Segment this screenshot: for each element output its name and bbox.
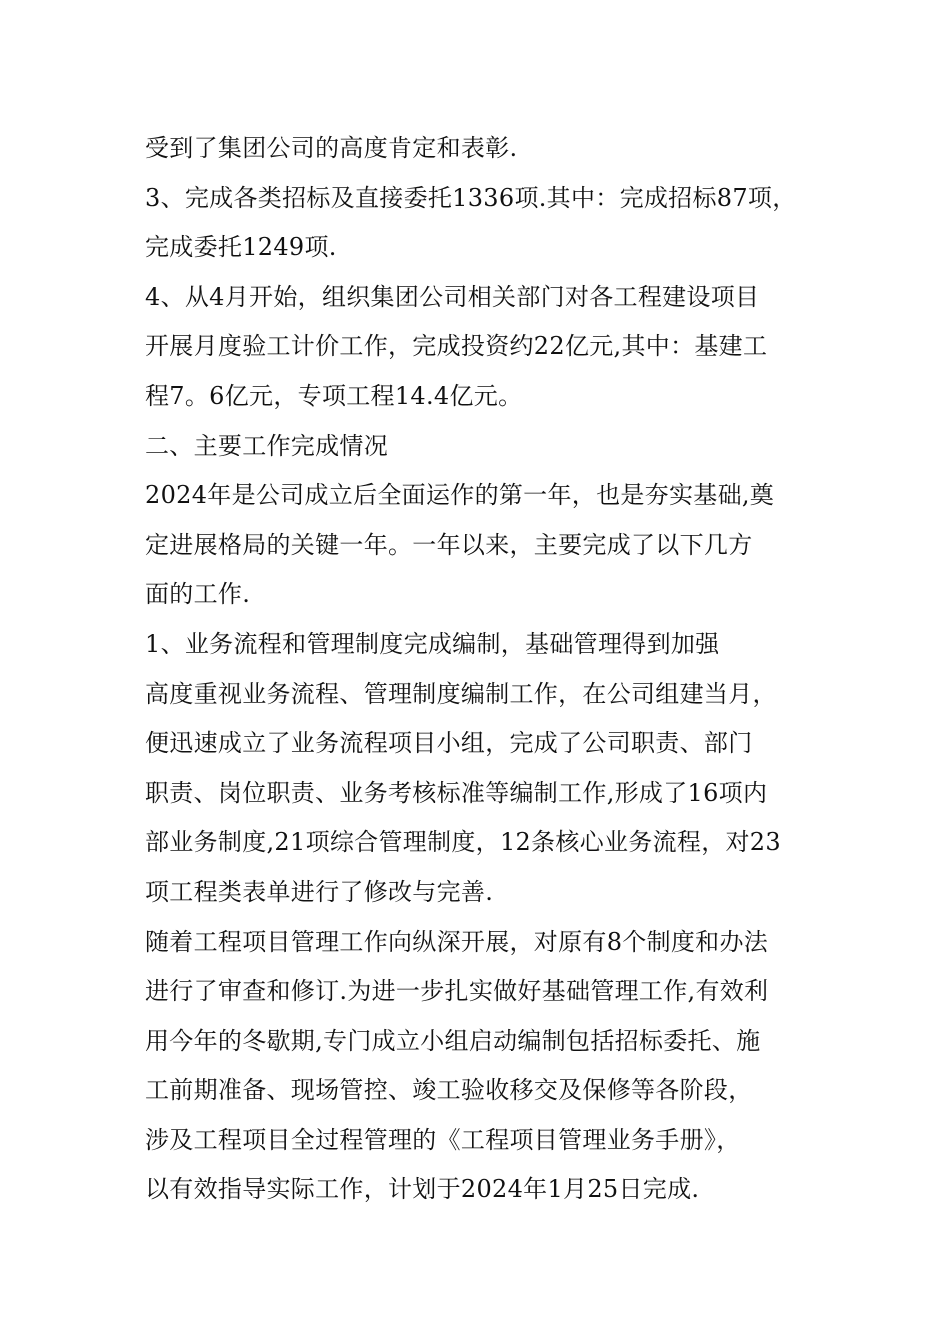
text-line: 面的工作.	[145, 580, 251, 609]
text-line: 3、完成各类招标及直接委托1336项.其中：完成招标87项，	[145, 183, 797, 212]
text-line: 用今年的冬歇期,专门成立小组启动编制包括招标委托、施	[145, 1026, 761, 1055]
text-line: 便迅速成立了业务流程项目小组，完成了公司职责、部门	[145, 729, 753, 758]
text-line: 职责、岗位职责、业务考核标准等编制工作,形成了16项内	[145, 778, 768, 807]
text-line: 2024年是公司成立后全面运作的第一年，也是夯实基础,奠	[145, 481, 775, 510]
text-line: 工前期准备、现场管控、竣工验收移交及保修等各阶段，	[145, 1076, 753, 1105]
section-heading: 二、主要工作完成情况	[145, 431, 388, 460]
subsection-heading: 1、业务流程和管理制度完成编制，基础管理得到加强	[145, 629, 720, 658]
text-line: 受到了集团公司的高度肯定和表彰.	[145, 134, 518, 162]
text-line: 4、从4月开始，组织集团公司相关部门对各工程建设项目	[145, 282, 760, 311]
text-line: 部业务制度,21项综合管理制度，12条核心业务流程，对23	[145, 828, 781, 857]
text-line: 涉及工程项目全过程管理的《工程项目管理业务手册》，	[145, 1125, 741, 1154]
document-body	[145, 124, 825, 1215]
text-line: 开展月度验工计价工作，完成投资约22亿元,其中：基建工	[145, 332, 768, 361]
text-line: 进行了审查和修订.为进一步扎实做好基础管理工作,有效利	[145, 977, 769, 1006]
text-line: 项工程类表单进行了修改与完善.	[145, 877, 494, 906]
text-line: 完成委托1249项.	[145, 233, 337, 262]
text-line: 程7。6亿元，专项工程14.4亿元。	[145, 381, 523, 410]
text-line: 高度重视业务流程、管理制度编制工作，在公司组建当月，	[145, 679, 777, 708]
text-line: 以有效指导实际工作，计划于2024年1月25日完成.	[145, 1175, 700, 1204]
text-line: 定进展格局的关键一年。一年以来，主要完成了以下几方	[145, 530, 753, 559]
text-line: 随着工程项目管理工作向纵深开展，对原有8个制度和办法	[145, 927, 769, 956]
